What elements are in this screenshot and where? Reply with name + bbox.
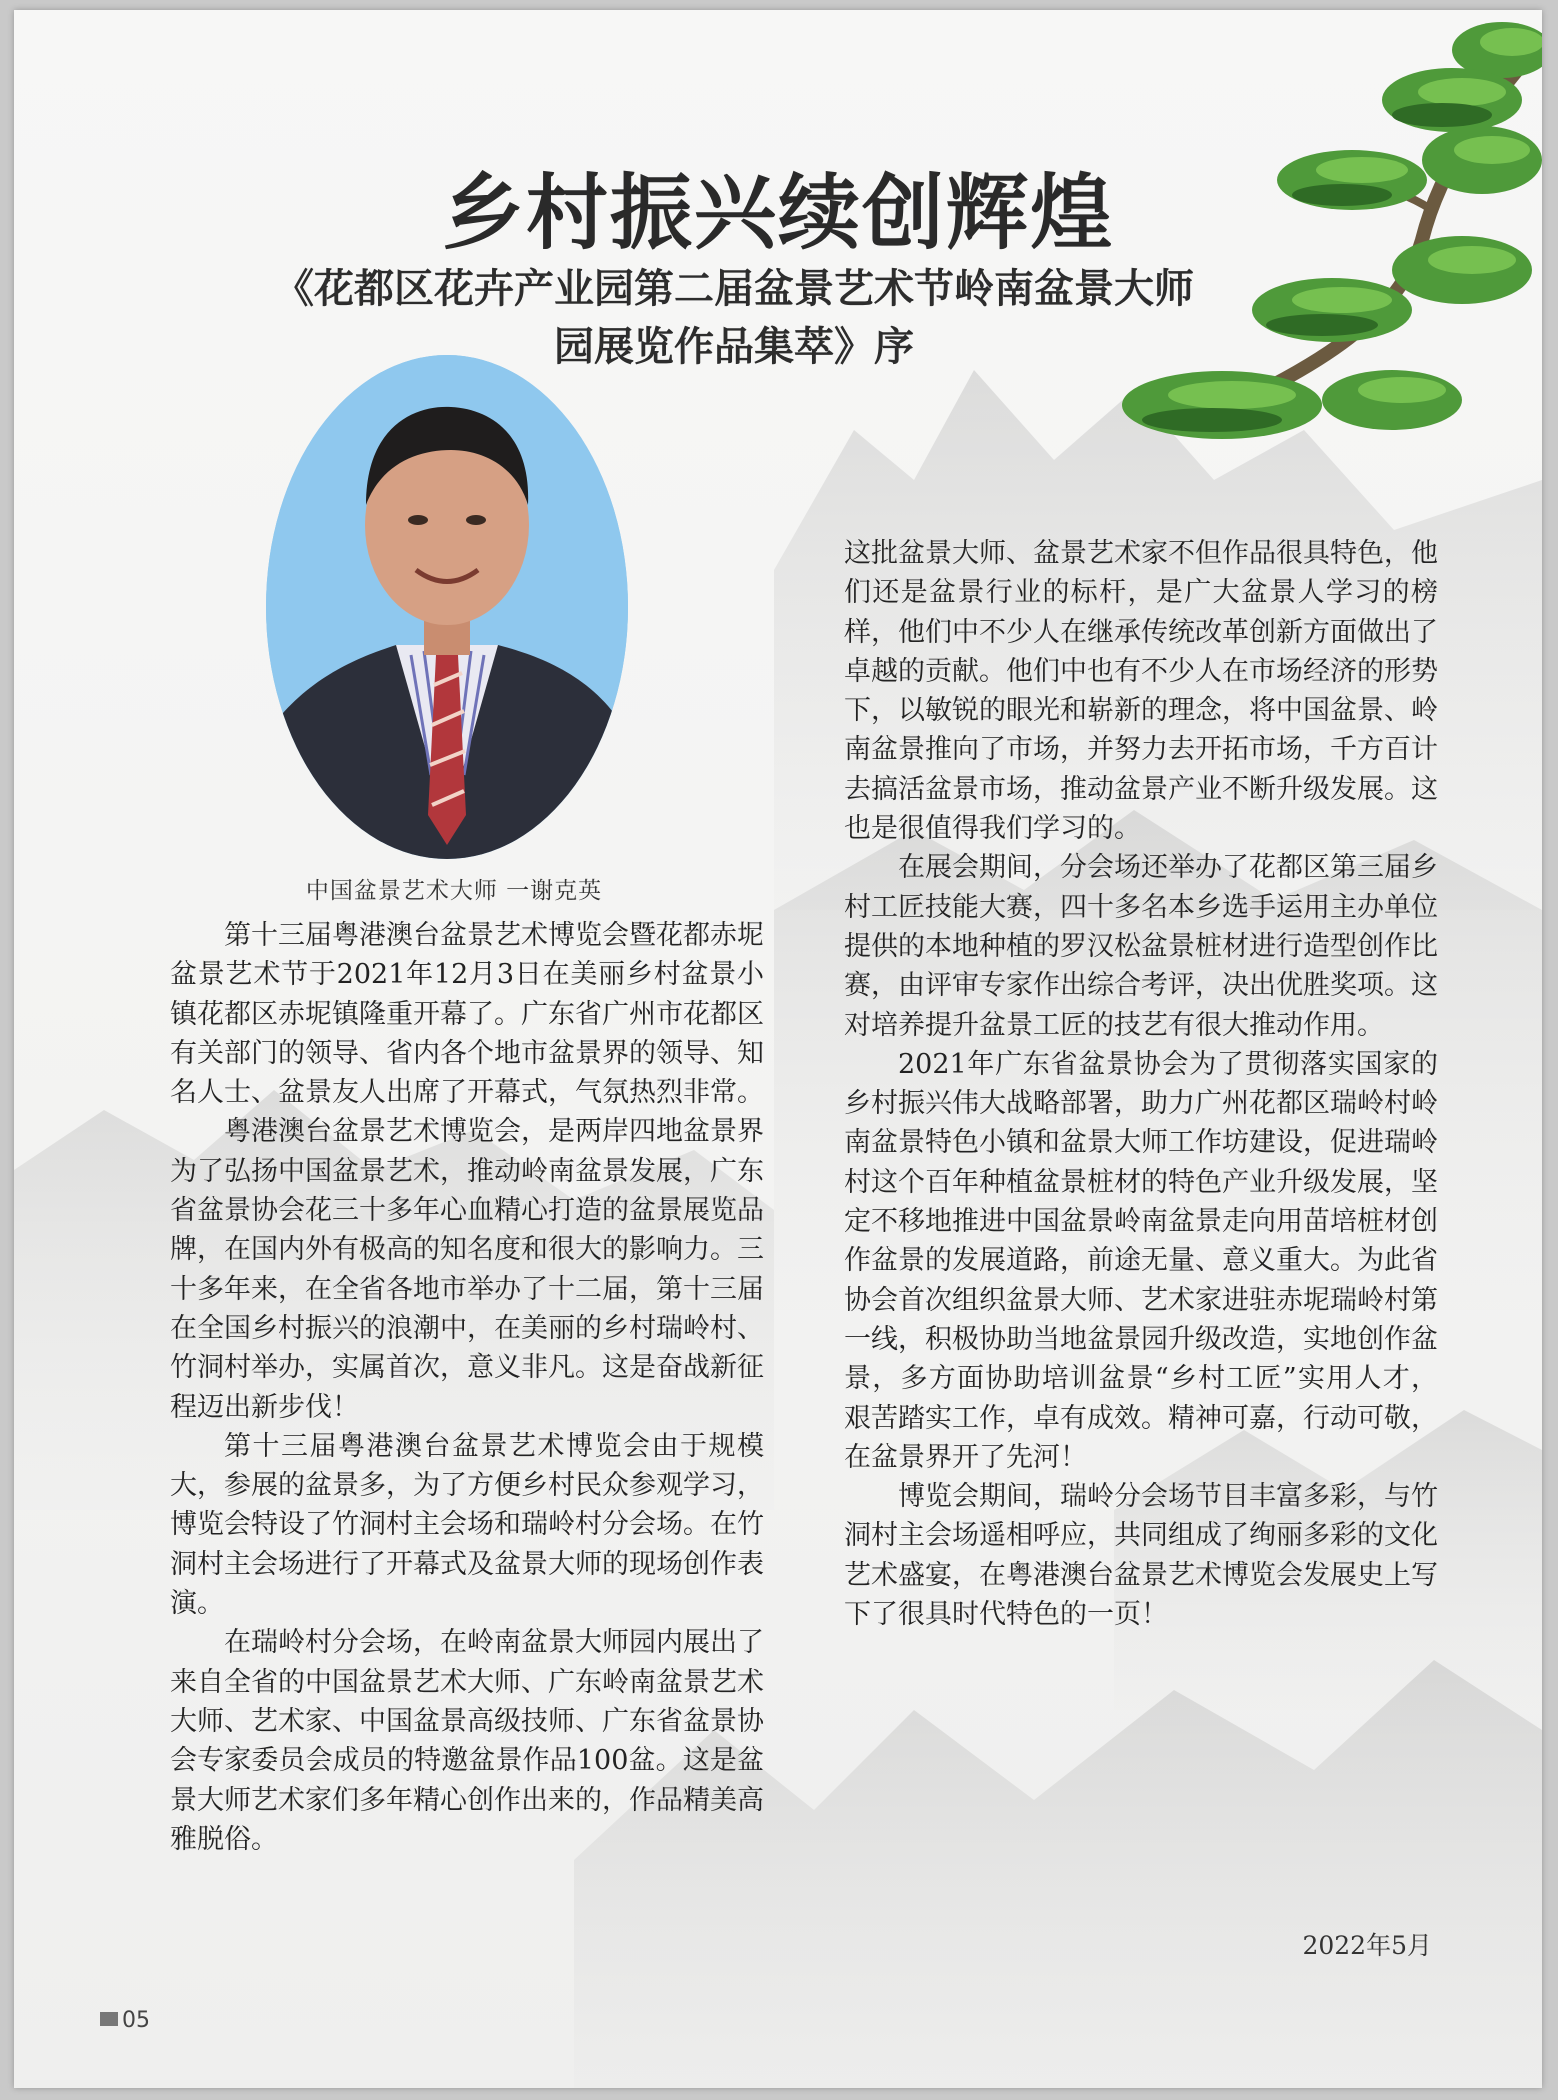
paragraph: 这批盆景大师、盆景艺术家不但作品很具特色，他们还是盆景行业的标杆，是广大盆景人学习的榜样，他们中不少人在继承传统改革创新方面做出了卓越的贡献。他们中也有不少人在市场经济的形势下，以敏锐的眼光和崭新的理念，将中国盆景、岭南盆景推向了市场，并努力去开拓市场，千方百计去搞活盆景市场，推动盆景产业不断升级发展。这也是很值得我们学习的。 — [844, 538, 1438, 845]
person-portrait-illustration — [266, 355, 628, 859]
article-date: 2022年5月 — [1302, 1931, 1432, 1960]
page-marker-icon — [100, 2012, 118, 2026]
portrait-photo — [266, 355, 628, 859]
subtitle-line-2: 园展览作品集萃》序 — [554, 324, 914, 370]
page-number — [100, 2008, 150, 2033]
paragraph: 第十三届粤港澳台盆景艺术博览会由于规模大，参展的盆景多，为了方便乡村民众参观学习，博览会特设了竹洞村主会场和瑞岭村分会场。在竹洞村主会场进行了开幕式及盆景大师的现场创作表演。 — [170, 1430, 764, 1620]
magazine-page — [14, 10, 1542, 2088]
paragraph: 第十三届粤港澳台盆景艺术博览会暨花都赤坭盆景艺术节于2021年12月3日在美丽乡村盆景小镇花都区赤坭镇隆重开幕了。广东省广州市花都区有关部门的领导、省内各个地市盆景界的领导、知名人士、盆景友人出席了开幕式，气氛热烈非常。 — [170, 920, 764, 1109]
paragraph: 博览会期间，瑞岭分会场节目丰富多彩，与竹洞村主会场遥相呼应，共同组成了绚丽多彩的文化艺术盛宴，在粤港澳台盆景艺术博览会发展史上写下了很具时代特色的一页！ — [844, 1481, 1438, 1631]
page-number-text: 05 — [122, 2008, 150, 2033]
article-title: 乡村振兴续创辉煌 — [441, 166, 1114, 261]
right-text-column — [844, 534, 1438, 1634]
article-subtitle — [204, 260, 1264, 376]
paragraph: 在瑞岭村分会场，在岭南盆景大师园内展出了来自全省的中国盆景艺术大师、广东岭南盆景艺术大师、艺术家、中国盆景高级技师、广东省盆景协会专家委员会成员的特邀盆景作品100盆。这是盆景大师艺术家们多年精心创作出来的，作品精美高雅脱俗。 — [170, 1627, 764, 1855]
paragraph: 在展会期间，分会场还举办了花都区第三届乡村工匠技能大赛，四十多名本乡选手运用主办单位提供的本地种植的罗汉松盆景桩材进行造型创作比赛，由评审专家作出综合考评，决出优胜奖项。这对培养提升盆景工匠的技艺有很大推动作用。 — [844, 852, 1438, 1041]
paragraph: 粤港澳台盆景艺术博览会，是两岸四地盆景界为了弘扬中国盆景艺术，推动岭南盆景发展，广东省盆景协会花三十多年心血精心打造的盆景展览品牌，在国内外有极高的知名度和很大的影响力。三十多年来，在全省各地市举办了十二届，第十三届在全国乡村振兴的浪潮中，在美丽的乡村瑞岭村、竹洞村举办，实属首次，意义非凡。这是奋战新征程迈出新步伐！ — [170, 1116, 764, 1423]
paragraph: 2021年广东省盆景协会为了贯彻落实国家的乡村振兴伟大战略部署，助力广州花都区瑞岭村岭南盆景特色小镇和盆景大师工作坊建设，促进瑞岭村这个百年种植盆景桩材的特色产业升级发展，坚定不移地推进中国盆景岭南盆景走向用苗培桩材创作盆景的发展道路，前途无量、意义重大。为此省协会首次组织盆景大师、艺术家进驻赤坭瑞岭村第一线，积极协助当地盆景园升级改造，实地创作盆景，多方面协助培训盆景“乡村工匠”实用人才，艰苦踏实工作，卓有成效。精神可嘉，行动可敬，在盆景界开了先河！ — [844, 1048, 1438, 1473]
subtitle-line-1: 《花都区花卉产业园第二届盆景艺术节岭南盆景大师 — [274, 266, 1194, 312]
left-text-column — [170, 916, 764, 1859]
portrait-caption: 中国盆景艺术大师 一谢克英 — [305, 878, 603, 904]
